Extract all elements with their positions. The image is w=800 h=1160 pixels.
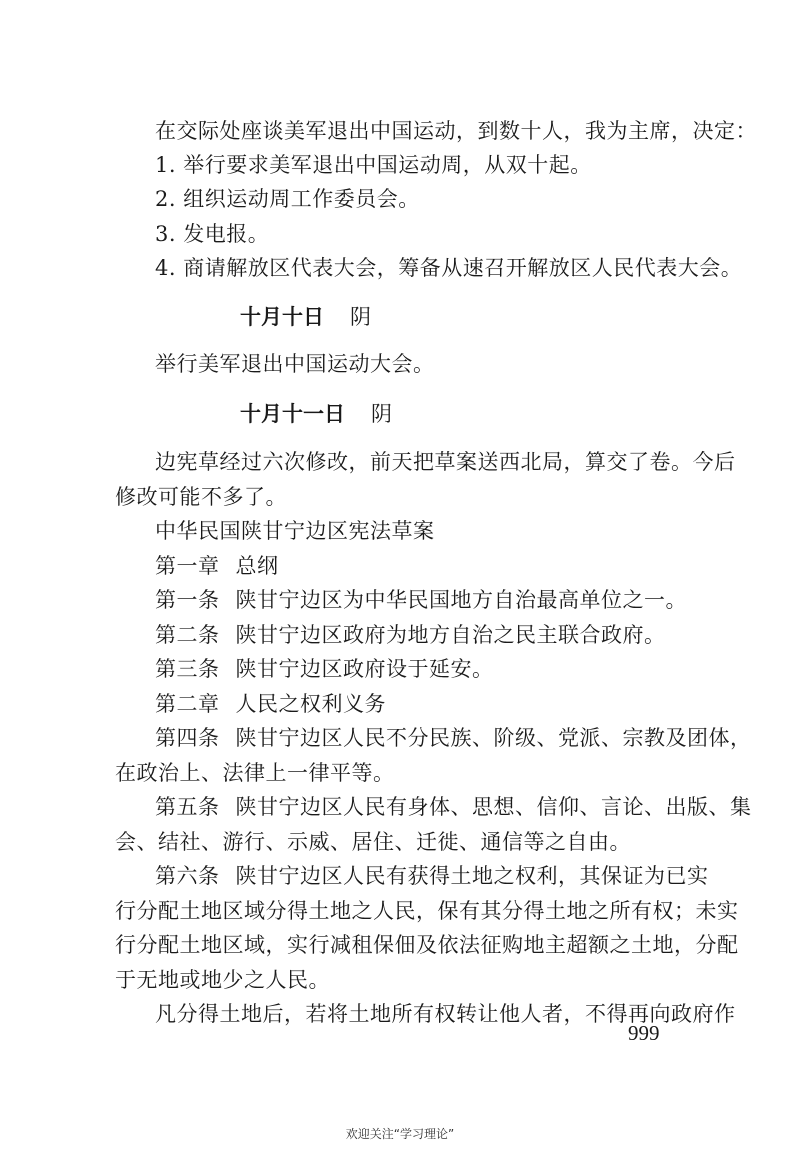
article-6-continued: 行分配土地区域分得土地之人民，保有其分得土地之所有权；未实 <box>115 899 739 923</box>
intro-line: 在交际处座谈美军退出中国运动，到数十人，我为主席，决定： <box>155 119 757 143</box>
entry-heading-oct11 <box>240 397 392 431</box>
article-label: 第一条 <box>155 588 220 612</box>
page-number: 999 <box>628 1021 660 1045</box>
article-4 <box>155 721 752 755</box>
article-text: 陕甘宁边区为中华民国地方自治最高单位之一。 <box>235 588 687 612</box>
article-4-continued: 在政治上、法律上一律平等。 <box>115 761 395 785</box>
paragraph-line: 边宪草经过六次修改，前天把草案送西北局，算交了卷。今后 <box>155 450 736 474</box>
intro-item-3: 3. 发电报。 <box>155 222 270 246</box>
intro-item-1: 1. 举行要求美军退出中国运动周，从双十起。 <box>155 153 592 177</box>
article-5 <box>155 790 752 824</box>
article-text: 陕甘宁边区人民有身体、思想、信仰、言论、出版、集 <box>235 795 752 819</box>
article-text: 陕甘宁边区政府设于延安。 <box>235 657 494 681</box>
article-label: 第四条 <box>155 726 220 750</box>
entry-oct10-text: 举行美军退出中国运动大会。 <box>155 352 435 376</box>
entry-date: 十月十一日 <box>240 402 345 426</box>
article-label: 第二条 <box>155 623 220 647</box>
article-label: 第五条 <box>155 795 220 819</box>
chapter-label: 第二章 <box>155 692 220 716</box>
draft-title: 中华民国陕甘宁边区宪法草案 <box>155 519 435 543</box>
article-6-continued: 于无地或地少之人民。 <box>115 968 330 992</box>
article-text: 陕甘宁边区政府为地方自治之民主联合政府。 <box>235 623 666 647</box>
article-label: 第六条 <box>155 864 220 888</box>
chapter-title: 人民之权利义务 <box>235 692 386 716</box>
article-6-continued: 行分配土地区域，实行减租保佃及依法征购地主超额之土地，分配 <box>115 933 739 957</box>
article-text: 陕甘宁边区人民有获得土地之权利，其保证为已实 <box>235 864 709 888</box>
article-3 <box>155 652 695 686</box>
entry-weather: 阴 <box>371 402 392 426</box>
article-6 <box>155 859 709 893</box>
entry-date: 十月十日 <box>240 305 324 329</box>
article-1 <box>155 583 695 617</box>
entry-weather: 阴 <box>350 305 371 329</box>
chapter-title: 总纲 <box>235 554 279 578</box>
paragraph-line: 凡分得土地后，若将土地所有权转让他人者，不得再向政府作 <box>155 1002 736 1026</box>
intro-item-2: 2. 组织运动周工作委员会。 <box>155 187 420 211</box>
article-5-continued: 会、结社、游行、示威、居住、迁徙、通信等之自由。 <box>115 830 631 854</box>
chapter-2 <box>155 687 695 721</box>
intro-item-4: 4. 商请解放区代表大会，筹备从速召开解放区人民代表大会。 <box>155 256 743 280</box>
article-2 <box>155 618 695 652</box>
footer-watermark-text: 欢迎关注“学习理论” <box>345 1127 455 1141</box>
chapter-1 <box>155 549 695 583</box>
paragraph-line: 修改可能不多了。 <box>115 485 287 509</box>
chapter-label: 第一章 <box>155 554 220 578</box>
article-text: 陕甘宁边区人民不分民族、阶级、党派、宗教及团体， <box>235 726 752 750</box>
entry-heading-oct10 <box>240 300 371 334</box>
article-label: 第三条 <box>155 657 220 681</box>
